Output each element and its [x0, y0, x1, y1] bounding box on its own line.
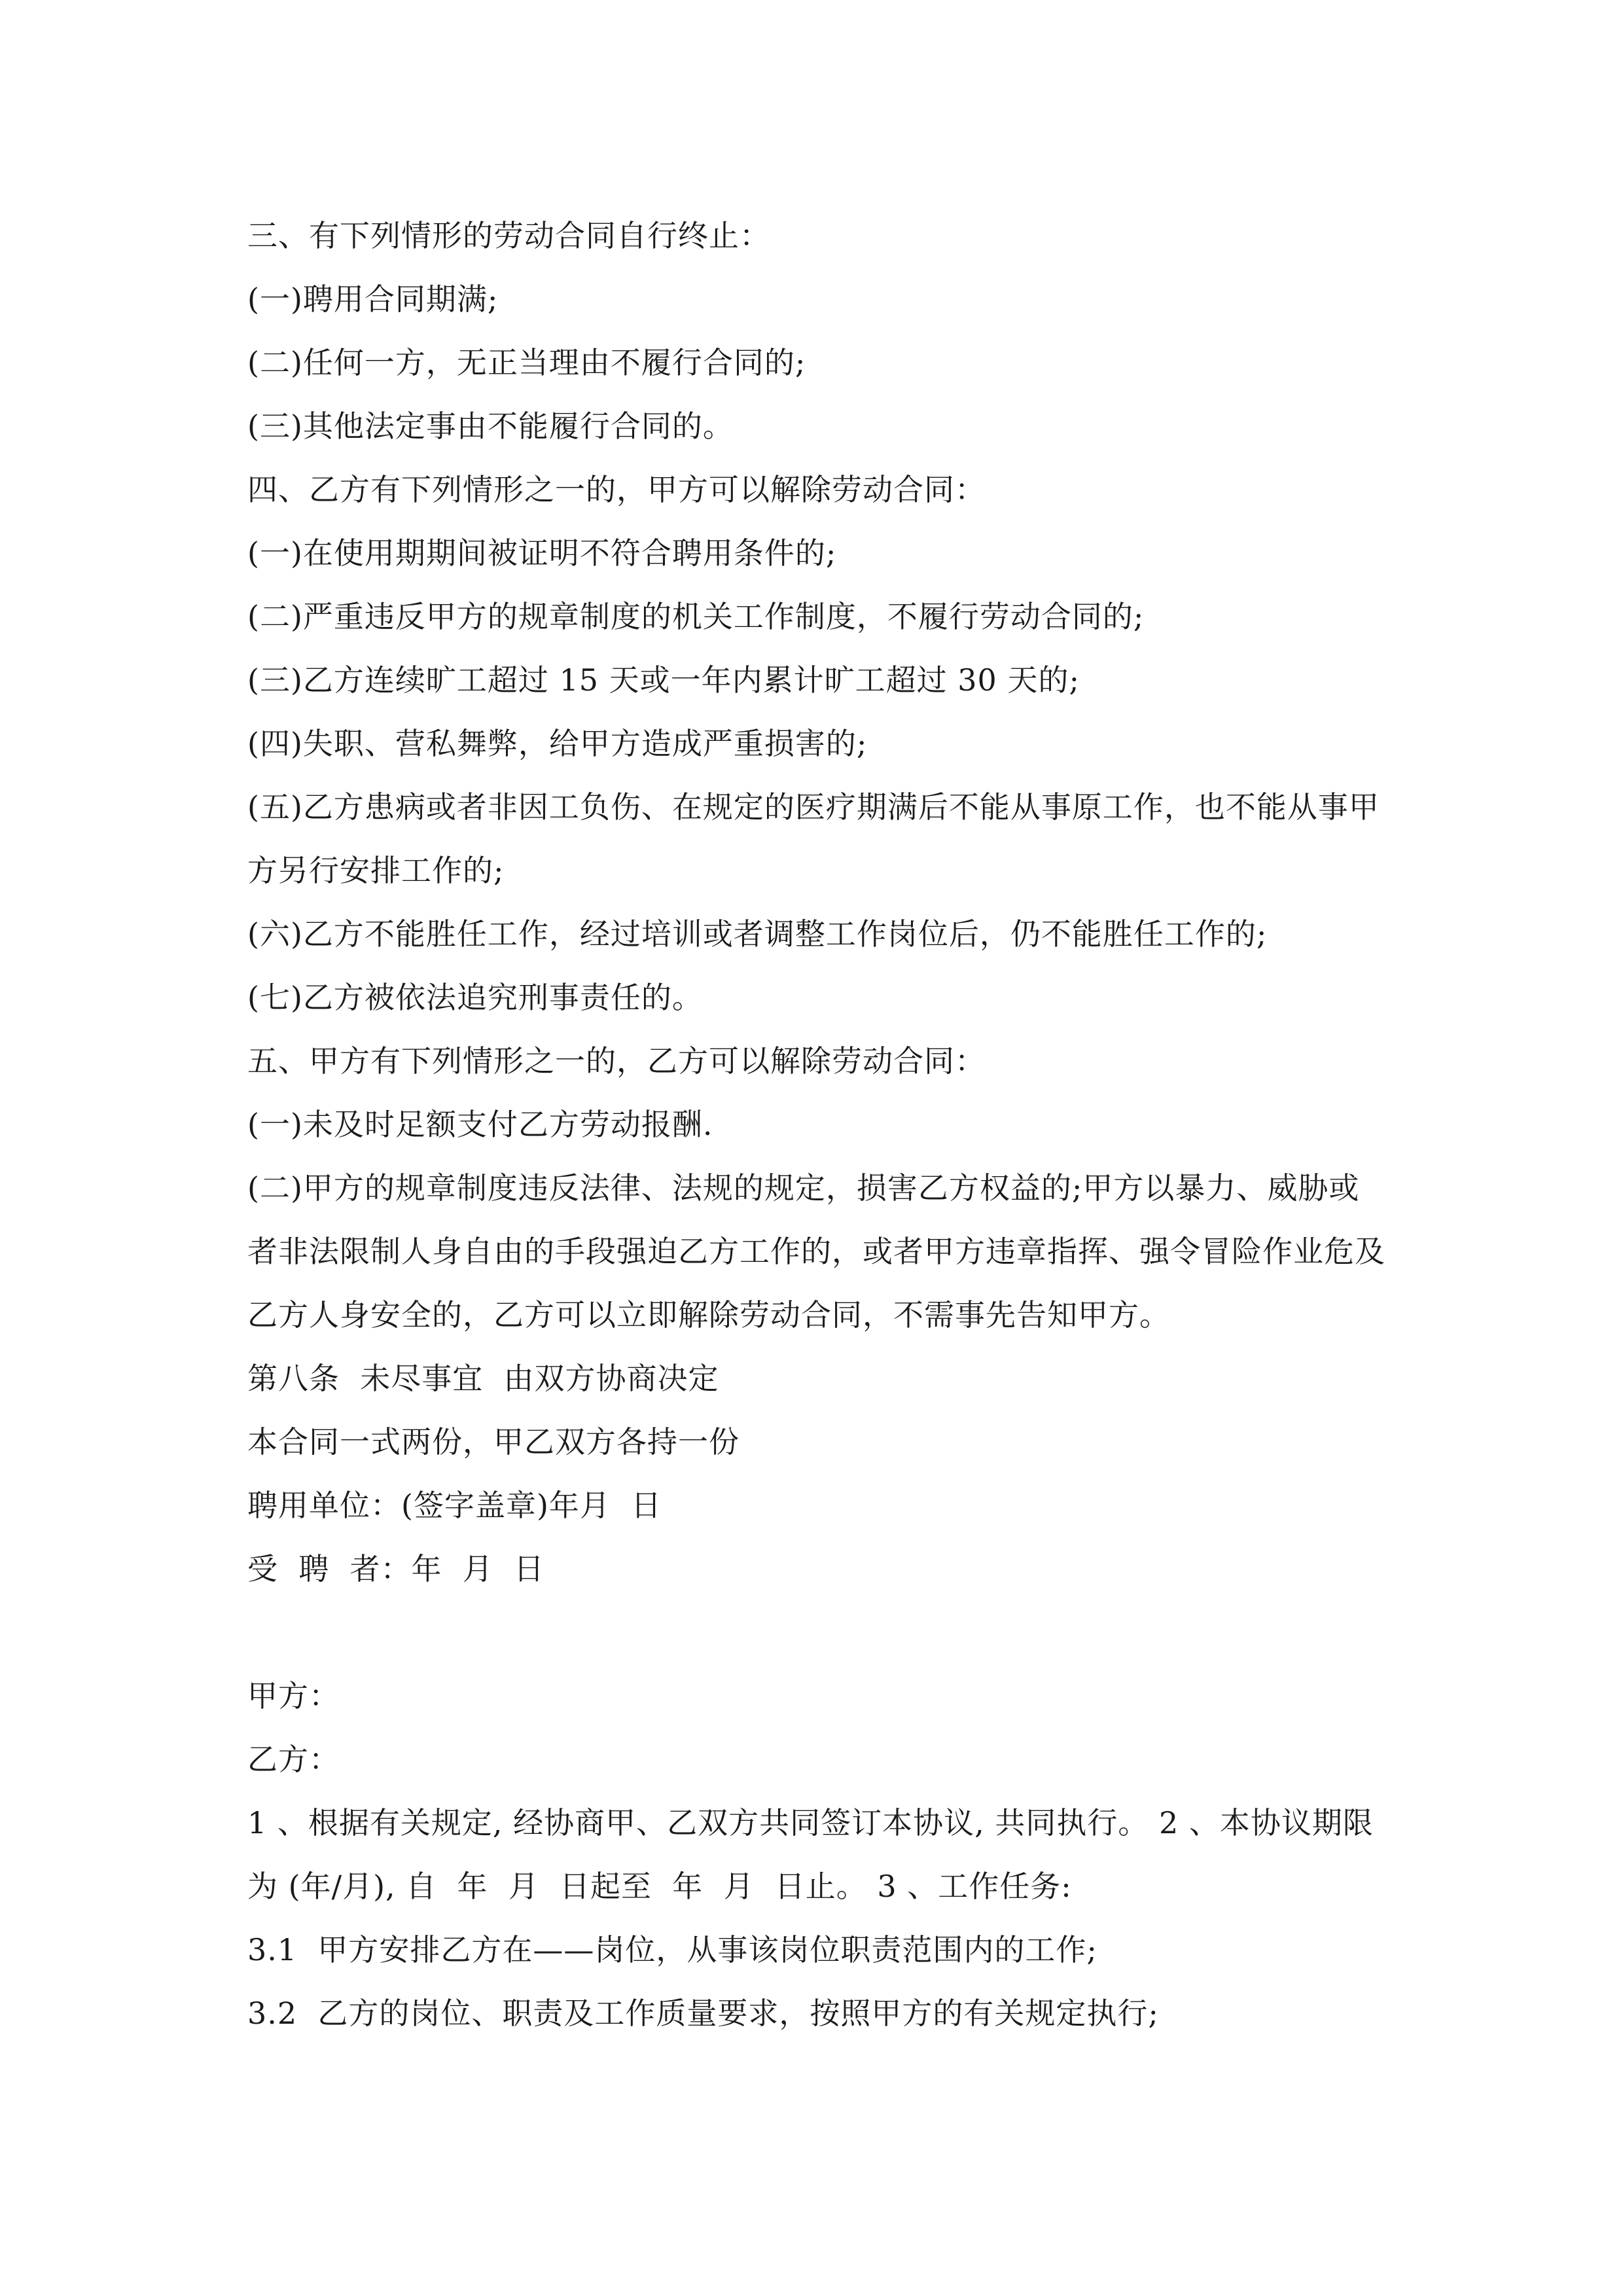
list-item: (二)严重违反甲方的规章制度的机关工作制度，不履行劳动合同的;	[247, 599, 1145, 634]
party-a-label: 甲方：	[247, 1678, 340, 1713]
list-item: (二)任何一方，无正当理由不履行合同的;	[247, 345, 806, 380]
copies-note: 本合同一式两份，甲乙双方各持一份	[247, 1424, 740, 1460]
clause-1: 1 、根据有关规定, 经协商甲、乙双方共同签订本协议, 共同执行。 2 、本协议期限为 (年/月), 自 年 月 日起至 年 月 日止。 3 、工作任务:	[247, 1805, 1374, 1904]
list-item: (一)聘用合同期满;	[247, 281, 499, 317]
list-item: (一)在使用期期间被证明不符合聘用条件的;	[247, 535, 837, 571]
list-item: (六)乙方不能胜任工作，经过培训或者调整工作岗位后，仍不能胜任工作的;	[247, 916, 1268, 952]
list-item: (三)乙方连续旷工超过 15 天或一年内累计旷工超过 30 天的;	[247, 662, 1080, 698]
document-body	[247, 204, 1386, 2045]
section-four-heading: 四、乙方有下列情形之一的，甲方可以解除劳动合同：	[247, 472, 986, 507]
employer-signature-line: 聘用单位：(签字盖章)年月 日	[247, 1488, 662, 1523]
section-three-heading: 三、有下列情形的劳动合同自行终止：	[247, 218, 770, 253]
blank-line	[247, 1601, 1386, 1664]
clause-3-2: 3.2 乙方的岗位、职责及工作质量要求，按照甲方的有关规定执行;	[247, 1996, 1159, 2031]
list-item: (一)未及时足额支付乙方劳动报酬.	[247, 1107, 713, 1142]
employee-signature-line: 受 聘 者：年 月 日	[247, 1551, 544, 1587]
section-five-heading: 五、甲方有下列情形之一的，乙方可以解除劳动合同：	[247, 1043, 986, 1079]
article-eight: 第八条 未尽事宜 由双方协商决定	[247, 1361, 719, 1396]
list-item: (四)失职、营私舞弊，给甲方造成严重损害的;	[247, 726, 868, 761]
party-b-label: 乙方：	[247, 1742, 340, 1777]
clause-3-1: 3.1 甲方安排乙方在——岗位，从事该岗位职责范围内的工作;	[247, 1932, 1097, 1967]
list-item: (五)乙方患病或者非因工负伤、在规定的医疗期满后不能从事原工作，也不能从事甲方另行安排工作的;	[247, 789, 1380, 888]
list-item: (二)甲方的规章制度违反法律、法规的规定，损害乙方权益的;甲方以暴力、威胁或者非法限制人身自由的手段强迫乙方工作的，或者甲方违章指挥、强令冒险作业危及乙方人身安全的，乙方可以立即解除劳动合同，不需事先告知甲方。	[247, 1170, 1385, 1333]
list-item: (七)乙方被依法追究刑事责任的。	[247, 980, 703, 1015]
list-item: (三)其他法定事由不能履行合同的。	[247, 408, 734, 444]
